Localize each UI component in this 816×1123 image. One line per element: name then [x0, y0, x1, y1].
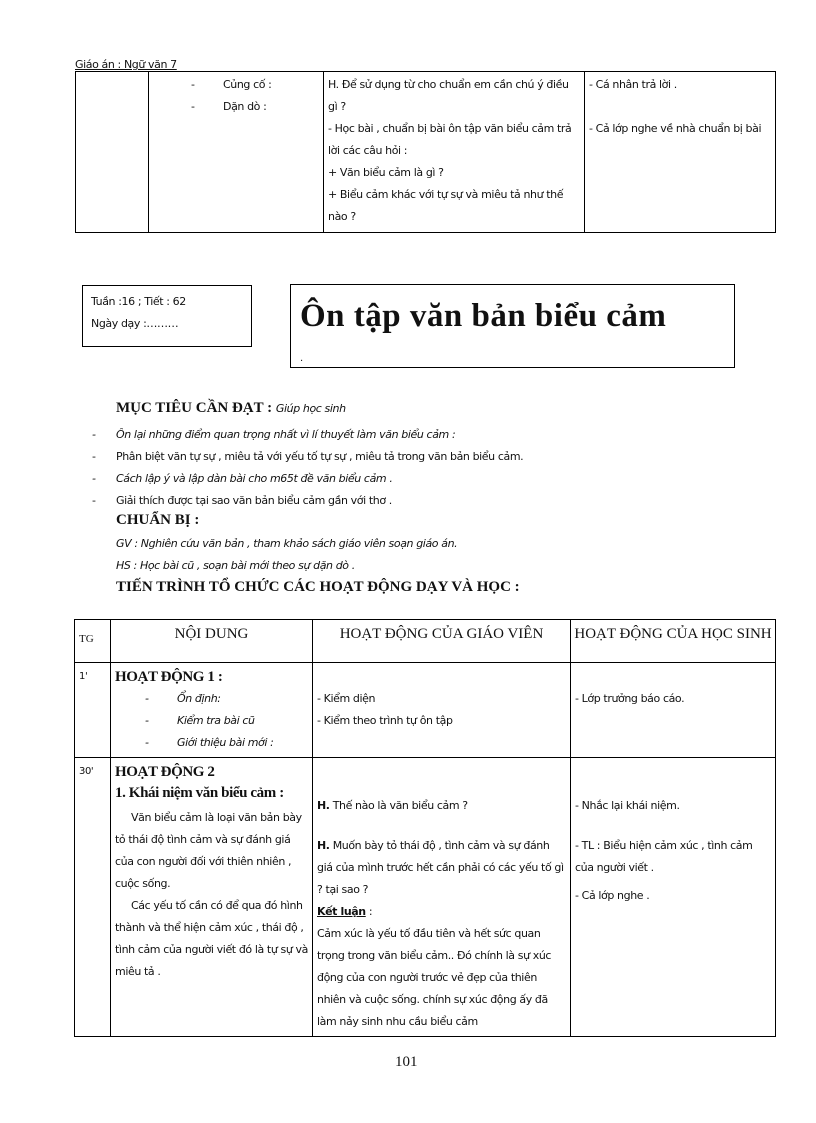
lesson-title-box: [290, 284, 735, 368]
row2-content: [111, 758, 313, 1037]
row2-paragraph: Các yếu tố cần có để qua đó hình thành và thể hiện cảm xúc , thái độ , tình cảm của người viết đó là tự sự và miêu tả .: [115, 899, 308, 978]
objective-item: - Cách lập ý và lập dàn bài cho m65t đề văn biểu cảm .: [92, 468, 752, 490]
student-prepare: - Cả lớp nghe về nhà chuẩn bị bài: [589, 122, 762, 135]
prep-student: HS : Học bài cũ , soạn bài mới theo sự dặn dò .: [116, 559, 355, 572]
top-continuation-table: [75, 71, 776, 233]
row2-conclusion-label: Kết luận :: [317, 905, 373, 918]
row2-title: HOẠT ĐỘNG 2: [115, 764, 215, 780]
lesson-title: Ôn tập văn bản biểu cảm: [300, 298, 667, 334]
objective-item: - Phân biệt văn tự sự , miêu tả với yếu tố tự sự , miêu tả trong văn bản biểu cảm.: [92, 446, 752, 468]
document-header: Giáo án : Ngữ văn 7: [75, 58, 177, 71]
col-header-time: TG: [75, 620, 111, 663]
row1-time: 1': [75, 663, 111, 758]
page-number: 101: [395, 1054, 418, 1070]
lesson-week: Tuần :16 ; Tiết : 62: [91, 295, 186, 308]
teacher-question: H. Để sử dụng từ cho chuẩn em cần chú ý điều gì ?: [328, 78, 569, 113]
row2-student-line: - TL : Biểu hiện cảm xúc , tình cảm của người viết .: [575, 839, 753, 874]
row2-question-1: H. Thế nào là văn biểu cảm ?: [317, 799, 468, 812]
row1-teacher-line: - Kiểm theo trình tự ôn tập: [317, 714, 453, 727]
objectives-sub: Giúp học sinh: [275, 402, 346, 415]
row2-conclusion-text: Cảm xúc là yếu tố đầu tiên và hết sức quan trọng trong văn biểu cảm.. Đó chính là sự xúc động của con người trước vẻ đẹp của thiên nhiên và cuộc sống. chính sự xúc động ấy đã làm nảy sinh nhu cầu biểu cảm: [317, 927, 552, 1028]
row1-teacher: [313, 663, 571, 758]
col-header-content: NỘI DUNG: [111, 620, 313, 663]
empty-cell: [76, 72, 149, 233]
objectives-list: [92, 424, 752, 512]
consolidation-item: - Củng cố :: [191, 74, 319, 96]
student-cell: [585, 72, 776, 233]
lesson-date: Ngày dạy :………: [91, 317, 179, 330]
row2-teacher: [313, 758, 571, 1037]
title-mark: .: [300, 353, 304, 364]
row2-student-line: - Nhắc lại khái niệm.: [575, 799, 680, 812]
row2-subtitle: 1. Khái niệm văn biểu cảm :: [115, 785, 284, 801]
preparation-heading: CHUẨN BỊ :: [116, 512, 200, 528]
row1-item: - Giới thiệu bài mới :: [145, 732, 308, 754]
teacher-cell: [324, 72, 585, 233]
row1-teacher-line: - Kiểm diện: [317, 692, 376, 705]
row2-student: [571, 758, 776, 1037]
homework-item: - Dặn dò :: [191, 96, 319, 118]
process-heading: TIẾN TRÌNH TỔ CHỨC CÁC HOẠT ĐỘNG DẠY VÀ HỌC :: [116, 579, 520, 595]
row2-student-line: - Cả lớp nghe .: [575, 889, 650, 902]
teacher-question-2: + Văn biểu cảm là gì ?: [328, 166, 444, 179]
objective-item: - Ôn lại những điểm quan trọng nhất vì lí thuyết làm văn biểu cảm :: [92, 424, 752, 446]
teacher-instruction: - Học bài , chuẩn bị bài ôn tập văn biểu cảm trả lời các câu hỏi :: [328, 122, 572, 157]
col-header-teacher: HOẠT ĐỘNG CỦA GIÁO VIÊN: [313, 620, 571, 663]
row2-question-2: H. Muốn bày tỏ thái độ , tình cảm và sự đánh giá của mình trước hết cần phải có các yếu tố gì ? tại sao ?: [317, 839, 564, 896]
row1-content: [111, 663, 313, 758]
objectives-heading: MỤC TIÊU CẦN ĐẠT : Giúp học sinh: [116, 400, 346, 416]
row1-title: HOẠT ĐỘNG 1 :: [115, 669, 223, 685]
row1-student-line: - Lớp trưởng báo cáo.: [575, 692, 685, 705]
student-answer: - Cá nhân trả lời .: [589, 78, 677, 91]
row2-paragraph: Văn biểu cảm là loại văn bản bày tỏ thái độ tình cảm và sự đánh giá của con người đối với thiên nhiên , cuộc sống.: [115, 811, 302, 890]
prep-teacher: GV : Nghiên cứu văn bản , tham khảo sách giáo viên soạn giáo án.: [116, 537, 458, 550]
col-header-student: HOẠT ĐỘNG CỦA HỌC SINH: [571, 620, 776, 663]
row1-item: - Ổn định:: [145, 688, 308, 710]
review-cell: [149, 72, 324, 233]
row2-time: 30': [75, 758, 111, 1037]
objective-item: - Giải thích được tại sao văn bản biểu cảm gần với thơ .: [92, 490, 752, 512]
lesson-activity-table: [74, 619, 776, 1037]
lesson-info-box: [82, 285, 252, 347]
row1-student: [571, 663, 776, 758]
row1-item: - Kiểm tra bài cũ: [145, 710, 308, 732]
teacher-question-3: + Biểu cảm khác với tự sự và miêu tả như thế nào ?: [328, 188, 564, 223]
